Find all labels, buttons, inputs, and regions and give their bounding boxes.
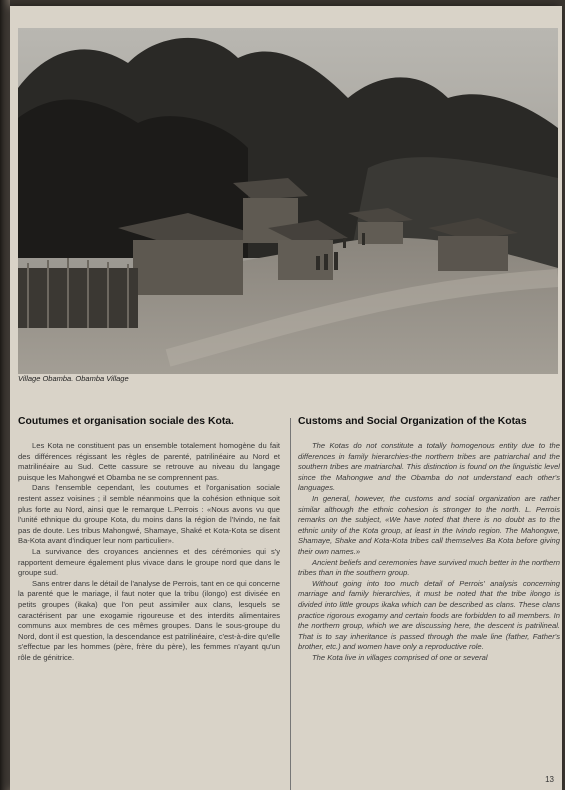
french-paragraph: La survivance des croyances anciennes et des cérémonies qui s'y rapportent demeure également plus vivace dans le groupe nord que dans le groupe sud. [18, 546, 280, 578]
village-photograph [18, 28, 558, 374]
book-page [10, 6, 562, 790]
french-paragraph: Sans entrer dans le détail de l'analyse de Perrois, tant en ce qui concerne la parenté que le mariage, il faut noter que la tribu (ilongo) est divisée en petits groupes (ikaka) que l'on peut assimiler aux clans, lesquels se caractérisent par une exogamie rigoureuse et des interdits alimentaires communs aux membres de ces mêmes groupes. Dans le sous-groupe du Nord, dont il est question, la descendance est patrilinéaire, c'est-à-dire qu'elle s'effectue par les hommes (père, frère du père), les femmes n'ayant qu'un rôle de génitrice. [18, 578, 280, 662]
french-heading: Coutumes et organisation sociale des Kota. [18, 416, 234, 427]
photo-caption: Village Obamba. Obamba Village [18, 374, 129, 383]
english-paragraph: Without going into too much detail of Perrois' analysis concerning marriage and family hierarchies, it must be noted that the tribe ilongo is divided into little groups ikaka which can be described as clans. These clans practice rigorous exogamy and certain foods are forbidden to all members. In the northern group, which we are discussing here, the descent is patrilineal. That is to say inheritance is passed through the male line (father, Father's brother, etc.) and women have only a reproductive role. [298, 578, 560, 652]
column-divider [290, 418, 291, 790]
english-paragraph: The Kotas do not constitute a totally homogenous entity due to the differences in family hierarchies-the northern tribes are patriarchal and the southern tribes are matriarchal. This distinction is found on the linguistic level since the Mahongwe and the Obamba do not understand each other's languages. [298, 441, 560, 493]
book-spine-edge [0, 0, 10, 790]
french-paragraph: Dans l'ensemble cependant, les coutumes et l'organisation sociale restent assez voisines ; il semble néanmoins que la cohésion ethnique soit plus forte au Nord, ainsi que le remarque L.Perrois : «Nous avons vu que l'unité ethnique du groupe Kota, du moins dans la région de l'Ivindo, ne fait pas de doute. Les tribus Mahongwé, Shamaye, Shaké et Kota-Kota se disent Ba-Kota avant d'indiquer leur nom particulier». [18, 483, 280, 546]
english-paragraph: Ancient beliefs and ceremonies have survived much better in the northern tribes than in the southern group. [298, 557, 560, 578]
english-paragraph: In general, however, the customs and social organization are rather similar although the ethnic cohesion is stronger to the north. L. Perrois remarks on the subject, «We have noted that there is no doubt as to the ethnic unity of the Kota group, at least in the Ivindo region. The Mahongwe, Shamaye, Shake and Kota-Kota tribes call themselves Ba Kota before giving their own names.» [298, 493, 560, 556]
english-paragraph: The Kota live in villages comprised of one or several [312, 652, 488, 662]
french-column [18, 416, 280, 663]
village-photo-illustration [18, 28, 558, 374]
page-number: 13 [545, 775, 554, 784]
english-heading: Customs and Social Organization of the Kotas [298, 416, 527, 427]
english-column [298, 416, 560, 663]
french-paragraph: Les Kota ne constituent pas un ensemble totalement homogène du fait des différences régissant les règles de parenté, patrilinéaire au Nord et matrilinéaire au Sud. Cette cassure se retrouve au niveau du langage puisque les Mahongwé et Obamba ne se comprennent pas. [18, 441, 280, 482]
